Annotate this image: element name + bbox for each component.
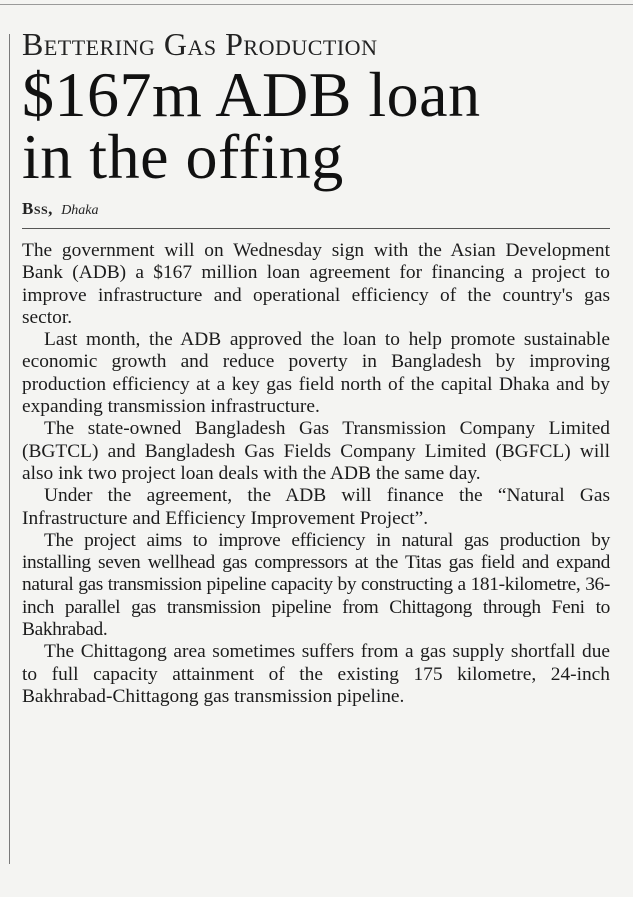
headline-line-2: in the offing xyxy=(22,121,344,192)
paragraph-6: The Chittagong area sometimes suffers from a gas supply shortfall due to full capacity attainment of the existing 175 kilometre, 24-inch Bakhrabad-Chittagong gas transmission pipeline. xyxy=(22,641,610,707)
article-kicker: Bettering Gas Production xyxy=(22,26,378,62)
news-article xyxy=(22,24,610,708)
paragraph-2: Last month, the ADB approved the loan to help promote sustainable economic growth and reduce poverty in Bangladesh by improving production efficiency at a key gas field north of the capital Dhaka and by expanding transmission infrastructure. xyxy=(22,329,610,418)
headline-line-1: $167m ADB loan xyxy=(22,59,481,130)
byline-divider xyxy=(22,228,610,229)
paragraph-4: Under the agreement, the ADB will finance the “Natural Gas Infrastructure and Efficiency Improvement Project”. xyxy=(22,485,610,529)
byline xyxy=(22,198,610,222)
top-rule xyxy=(0,4,633,5)
byline-agency: Bss, xyxy=(22,199,53,218)
article-body xyxy=(22,240,610,708)
paragraph-3: The state-owned Bangladesh Gas Transmission Company Limited (BGTCL) and Bangladesh Gas Fields Company Limited (BGFCL) will also ink two project loan deals with the ADB the same day. xyxy=(22,418,610,484)
paragraph-1: The government will on Wednesday sign with the Asian Development Bank (ADB) a $167 million loan agreement for financing a project to improve infrastructure and operational efficiency of the country's gas sector. xyxy=(22,240,610,328)
byline-place: Dhaka xyxy=(61,203,99,218)
article-headline xyxy=(22,59,610,192)
column-rule xyxy=(9,34,10,864)
paragraph-5: The project aims to improve efficiency in natural gas production by installing seven wellhead gas compressors at the Titas gas field and expand natural gas transmission pipeline capacity by constructing a 181-kilometre, 36-inch parallel gas transmission pipeline from Chittagong through Feni to Bakhrabad. xyxy=(22,529,610,641)
